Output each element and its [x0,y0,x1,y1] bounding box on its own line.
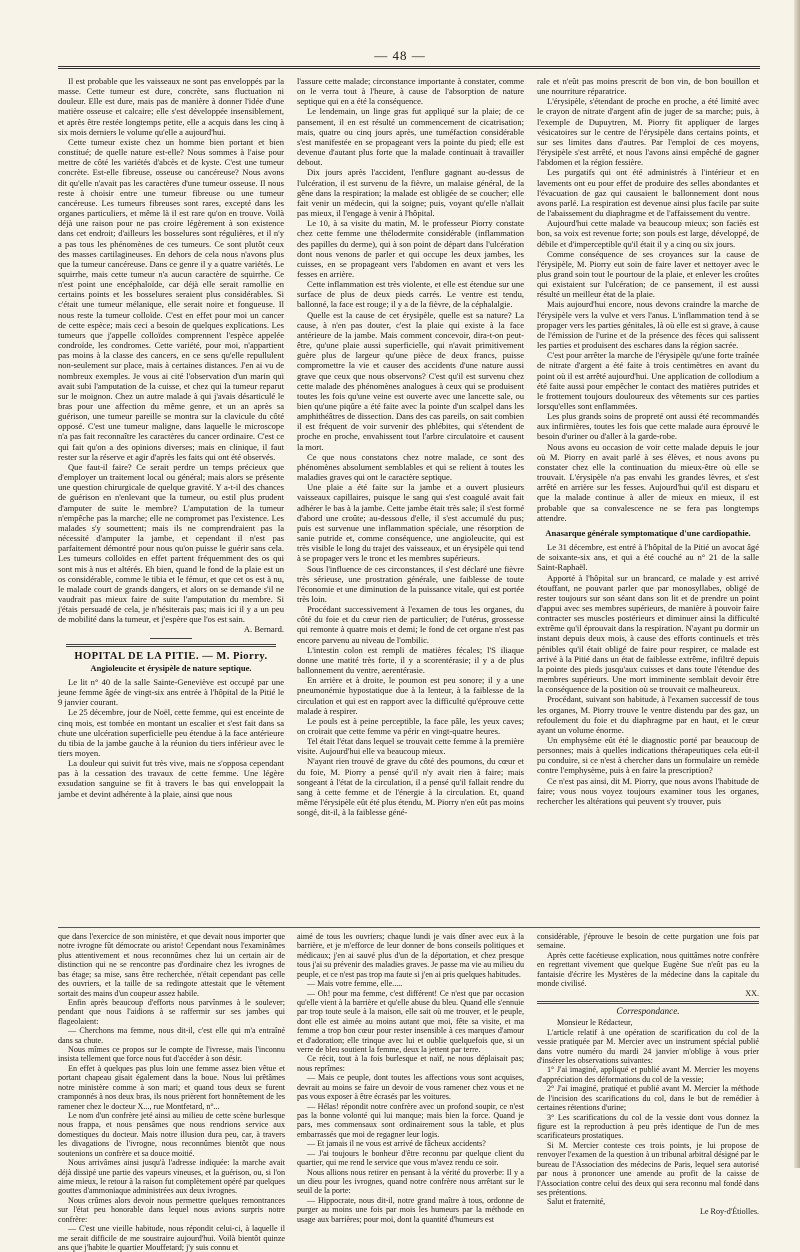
lower3-paragraph: Après cette facétieuse explication, nous quittâmes notre confrère en regrettant vivement que quelque Eugène Sue n'eût pas eu la fantaisie d'écrire les Mystères de la médecine dans la capitale du monde civilisé. [537,950,759,989]
col3-paragraph: Mais aujourd'hui encore, nous devons craindre la marche de l'érysipèle vers la vulve et vers l'anus. L'inflammation tend à se propager vers les parties génitales, là où elle est si grave, à cause de l'émission de l'urine et de la présence des fèces qui salissent les parties et produisent des eschares dans la région sacrée. [537,299,759,351]
lower2-paragraph: Nous allions nous retirer en pensant à la vérité du proverbe: Il y a un dieu pour les ivrognes, quand notre confrère nous arrêtant sur le seuil de la porte: [297,1167,524,1196]
col3-paragraph: Les purgatifs qui ont été administrés à l'intérieur et en lavements ont eu pour effet de produire des selles abondantes et l'évacuation de gaz qui causaient le ballonnement dont nous avons parlé. La respiration est devenue ainsi plus facile par suite de l'abaissement du diaphragme et de l'affaissement du ventre. [537,167,759,219]
col2-paragraph: Cette inflammation est très violente, et elle est étendue sur une surface de plus de deux pieds carrés. Le ventre est tendu, ballonné, la face est rouge; il y a de la fièvre, de la céphalalgie. [297,279,524,310]
lower2-paragraph: aimé de tous les ouvriers; chaque lundi je vais dîner avec eux à la barrière, et je m'efforce de leur donner de bons conseils politiques et médicaux; j'en ai sauvé plus d'un de la déportation, et chez presque tous j'ai su prévenir des maladies graves. Je passe ma vie au milieu du peuple, et ce n'est pas trop ma faute si j'en ai pris quelques habitudes. [297,932,524,979]
col2-paragraph: Tel était l'état dans lequel se trouvait cette femme à la première visite. Aujourd'hui elle va beaucoup mieux. [297,736,524,757]
lower2-paragraph: — Mais ce peuple, dont toutes les affections vous sont acquises, devrait au moins se faire un devoir de vous ramener chez vous et ne pas vous exposer à être écrasés par les voitures. [297,1073,524,1102]
col1-paragraph: Il est probable que les vaisseaux ne sont pas enveloppés par la masse. Cette tumeur est dure, concrète, sans fluctuation ni douleur. Elle est dure, mais pas de manière à donner l'idée d'une matière osseuse et calcaire; elle s'est développée insensiblement, et après être restée longtemps petite, elle a acquis dans les cinq à six mois derniers le volume qu'elle a aujourd'hui. [58,76,284,137]
col3-paragraph: L'érysipèle, s'étendant de proche en proche, a été limité avec le crayon de nitrate d'argent afin de juger de sa marche; puis, à l'exemple de Dupuytren, M. Piorry fit appliquer de larges vésicatoires sur le centre de l'érysipèle dans certains points, et sur ses limites dans d'autres. Par l'emploi de ces moyens, l'érysipèle s'est arrêté, et nous l'avons ainsi empêché de gagner l'abdomen et la région fessière. [537,96,759,168]
col3-paragraph: rale et n'eût pas moins prescrit de bon vin, de bon bouillon et une nourriture réparatrice. [537,76,759,97]
lower-column-2 [297,932,524,1224]
col1-paragraph: Le lit n° 40 de la salle Sainte-Geneviève est occupé par une jeune femme âgée de vingt-six ans entrée à l'hôpital de la Pitié le 9 janvier courant. [58,676,284,708]
col2-paragraph: Le lendemain, un linge gras fut appliqué sur la plaie; de ce pansement, il en est résulté un commencement de cicatrisation; mais, quatre ou cinq jours après, une tuméfaction considérable s'est manifestée en se propageant vers la pointe du pied; elle est devenue d'autant plus forte que la malade continuait à travailler debout. [297,106,524,168]
lower3-paragraph: Si M. Mercier conteste ces trois points, je lui propose de renvoyer l'examen de la question à un tribunal arbitral désigné par le bureau de l'Association des médecins de Paris, lequel sera autorisé par nous à prononcer une amende au profit de la caisse de l'Association contre celui des deux qui sera reconnu mal fondé dans ses prétentions. [537,1140,759,1197]
lower1-paragraph: Nous mîmes ce propos sur le compte de l'ivresse, mais l'inconnu insista tellement que force nous fut d'accéder à son désir. [58,1045,285,1064]
col3-paragraph: C'est pour arrêter la marche de l'érysipèle qu'une forte traînée de nitrate d'argent a été faite à trois centimètres en avant du point où il est arrêté aujourd'hui. Une application de collodium a été faite aussi pour empêcher le contact des matières putrides et le frottement toujours douloureux des vêtements sur ces parties lorsqu'elles sont enflammées. [537,350,759,411]
lower-column-3 [537,932,759,1216]
col1-paragraph: Cette tumeur existe chez un homme bien portant et bien constitué; de quelle nature est-elle? Nous sommes à l'aise pour mettre de côté les variétés d'abcès et de kyste. C'est une tumeur concrète. Est-elle fibreuse, osseuse ou cancéreuse? Nous avons dit qu'elle n'avait pas les caractères d'une tumeur osseuse. Il nous reste à choisir entre une tumeur fibreuse ou une tumeur cancéreuse. Les tumeurs fibreuses sont rares, excepté dans les organes particuliers, et même là il est rare qu'on en trouve. Voilà déjà une raison pour ne pas croire légèrement à son existence dans cet endroit; d'ailleurs les bosselures sont régulières, et il n'y a pas tous les phénomènes de ces tumeurs. Ce sont plutôt ceux des masses cartilagineuses. En dehors de cela nous n'avons plus que la tumeur cancéreuse. Dans ce genre il y a quatre variétés. Le squirrhe, mais cette tumeur n'a aucun caractère de squirrhe. Ce n'est point une encéphaloïde, car déjà elle serait ramollie en certains points et les bosselures seraient plus considérables. Si c'était une tumeur mélanique, elle serait noire et fongueuse. Il nous reste la tumeur colloïde. C'est en effet pour moi un cancer de cette espèce; mais ceci a besoin de quelques explications. Les tumeurs que j'appelle colloïdes comprennent l'espèce appelée condroïde, les condromes. Cette variété, pour moi, n'appartient pas moins à la classe des cancers, en ce sens qu'elle repullulent non-seulement sur place, mais à certaines distances. J'en ai vu de nombreux exemples. Je vous ai cité l'observation d'un marin qui avait subi l'amputation de la cuisse, et chez qui la tumeur reparut sur le moignon. Chez un autre malade à qui j'avais désarticulé le bras pour une affection du même genre, et un an après sa guérison, une tumeur pareille se montra sur la clavicule du côté opposé. C'est une tumeur maligne, dans laquelle le microscope n'a pas fait reconnaître les caractères du cancer ordinaire. C'est ce qui fait qu'on a des opinions diverses; mais en clinique, il faut rester sur la réserve et agir d'après les faits qui ont été observés. [58,136,284,462]
col3-paragraph: Comme conséquence de ses croyances sur la cause de l'érysipèle, M. Piorry eut soin de faire laver et nettoyer avec le plus grand soin tout le pourtour de la plaie, et enlever les croûtes qui existaient sur l'ulcération; de ce pansement, il est aussi résulté un meilleur état de la plaie. [537,248,759,300]
lower2-paragraph: — Oh! pour ma femme, c'est différent! Ce n'est que par occasion qu'elle vient à la barrière et qu'elle abuse du bleu. Quand elle s'ennuie par trop toute seule à la maison, elle sait où me trouver, et le peuple, dont elle est aimée au moins autant que moi, fête sa visite, et ma femme a trop bon cœur pour rester insensible à ces marques d'amour et d'adoration; elle trinque avec lui et oublie quelquefois que, si un verre de bleu soutient la femme, deux la jettent par terre. [297,988,524,1055]
top-double-rule [58,66,760,69]
column-1 [58,76,284,921]
anasarque-heading: Anasarque générale symptomatique d'une cardiopathie. [545,527,751,538]
lower3-paragraph: L'article relatif à une opération de scarification du col de la vessie pratiquée par M. Mercier avec un instrument spécial publié dans votre numéro du mardi 24 janvier m'oblige à vous prier d'insérer les observations suivantes: [537,1027,759,1066]
lower1-paragraph: — C'est une vieille habitude, nous répondit celui-ci, à laquelle il me serait difficile de me soustraire aujourd'hui. Voilà bientôt quinze ans que j'habite le quartier Mouffetard; j'y suis connu et [58,1224,285,1252]
page-edge-shadow [794,0,800,1168]
col3-paragraph: Un emphysème eût été le diagnostic porté par beaucoup de personnes; mais à quelles indications thérapeutiques cela eût-il pu conduire, si ce n'est à chercher dans un formulaire un remède contre l'emphysème, puis à en faire la prescription? [537,735,759,776]
lower1-paragraph: que dans l'exercice de son ministère, et que devait nous importer que notre ivrogne fût démocrate ou aristo! Cependant nous l'examinâmes plus attentivement et nous reconnûmes chez lui un certain air de distinction qui ne se rencontre pas d'ordinaire chez les ivrognes de bas étage; sa mise, sans être recherchée, n'était cependant pas celle des ouvriers, et la taille de sa redingote attestait que le vêtement sortait des mains d'un coupeur assez habile. [58,932,285,998]
lower-column-1 [58,932,285,1252]
hospital-heading: HOPITAL DE LA PITIE. — M. Piorry. [74,650,268,662]
col2-paragraph: N'ayant rien trouvé de grave du côté des poumons, du cœur et du foie, M. Piorry a pensé qu'il n'y avait rien à faire; mais songeant à l'état de la circulation, il a pensé qu'il fallait rendre du sang à cette femme et de l'énergie à la circulation. Et, quand même l'érysipèle eût été plus étendu, M. Piorry n'en eût pas moins songé, dit-il, à la faiblesse géné- [297,756,524,818]
col2-paragraph: Procédant successivement à l'examen de tous les organes, du côté du foie et du cœur rien de particulier; de l'utérus, grossesse qui remonte à quatre mois et demi; le fond de cet organe n'est pas encore parvenu au niveau de l'ombilic. [297,604,524,645]
lower2-paragraph: — J'ai toujours le bonheur d'être reconnu par quelque client du quartier, qui me rend le service que vous m'avez rendu ce soir. [297,1148,524,1168]
col3-paragraph: Aujourd'hui cette malade va beaucoup mieux; son faciès est bon, sa voix est revenue forte; son pouls est large, développé, de débile et d'imperceptible qu'il était il y a cinq ou six jours. [537,218,759,249]
lower3-paragraph: Salut et fraternité, [547,1197,606,1207]
col3-paragraph: Apporté à l'hôpital sur un brancard, ce malade y est arrivé étouffant, ne pouvant parler que par monosyllabes, obligé de rester toujours sur son séant dans son lit et de prendre un point d'appui avec ses membres supérieurs, de manière à pouvoir faire contracter ses muscles postérieurs et diminuer ainsi la difficulté extrême qu'il éprouvait dans la respiration. N'ayant pu dormir un instant depuis deux mois, à cause des efforts continuels et très pénibles qu'il était obligé de faire pour respirer, ce malade est arrivé à la Pitié dans un état de faiblesse extrême, infiltré depuis la pointe des pieds jusqu'aux cuisses et dans toute l'étendue des membres supérieurs. Une mort imminente semblait devoir être la conséquence de la position où se trouvait ce malheureux. [537,572,759,695]
lower3-paragraph: considérable, j'éprouve le besoin de cette purgation une fois par semaine. [537,932,759,951]
lower1-paragraph: Enfin après beaucoup d'efforts nous parvînmes à le soulever; pendant que nous l'aidions à se raffermir sur ses jambes qui flageolaient: [58,997,285,1026]
lower1-paragraph: Nous crûmes alors devoir nous permettre quelques remontrances sur l'état peu honorable dans lequel nous avions surpris notre confrère: [58,1195,285,1224]
col3-paragraph: Procédant, suivant son habitude, à l'examen successif de tous les organes, M. Piorry trouve le ventre distendu par des gaz, un refoulement du foie et du diaphragme par en haut, et le cœur ayant un volume énorme. [537,694,759,735]
lower2-paragraph: — Mais votre femme, elle..... [307,979,403,989]
lower1-paragraph: En effet à quelques pas plus loin une femme assez bien vêtue et portant chapeau gisait également dans la boue. Nous lui prêtâmes notre ministère comme à son mari; et quand tous deux se furent cramponnés à nos deux bras, ils nous prièrent fort honnêtement de les ramener chez le docteur X..., rue Montfetard, n°... [58,1063,285,1111]
lower2-paragraph: — Et jamais il ne vous est arrivé de fâcheux accidents? [307,1139,486,1149]
col2-paragraph: Le pouls est à peine perceptible, la face pâle, les yeux caves; on croirait que cette femme va périr en vingt-quatre heures. [297,715,524,736]
separator-double-rule [66,644,276,647]
correspondance-rule [537,1001,759,1004]
col2-paragraph: Le 10, à sa visite du matin, M. le professeur Piorry constate chez cette femme une thélodermite considérable (inflammation des papilles du derme), qui à son point de départ dans l'ulcération dont nous venons de parler et qui occupe les deux jambes, les cuisses, en se propageant vers l'abdomen en avant et vers les fesses en arrière. [297,218,524,279]
column-2 [297,76,524,921]
lower1-paragraph: — Cherchons ma femme, nous dit-il, c'est elle qui m'a entraîné dans sa chute. [58,1026,285,1045]
col2-paragraph: Une plaie a été faite sur la jambe et a ouvert plusieurs vaisseaux capillaires, puisque le sang qui s'est coagulé avait fait adhérer le bas à la jambe. Cette jambe était très sale; il s'est formé d'abord une croûte; au-dessous d'elle, il s'est accumulé du pus; puis est survenue une inflammation spéciale, une résorption de sanie putride et, comme conséquence, une angioleucite, qui est très visible le long du trajet des vaisseaux, et un érysipèle qui tend à se propager vers le tronc et les membres supérieurs. [297,482,524,564]
col2-paragraph: Sous l'influence de ces circonstances, il s'est déclaré une fièvre très sérieuse, une prostration générale, une faiblesse de toute l'économie et une diminution de la puissance vitale, qui est portée très loin. [297,563,524,604]
col2-paragraph: Dix jours après l'accident, l'enflure gagnant au-dessus de l'ulcération, il est survenu de la fièvre, un malaise général, de la gêne dans la respiration; la malade est obligée de se coucher; elle fait venir un médecin, qui la soigne; puis, voyant qu'elle n'allait pas mieux, il l'engage à venir à l'hôpital. [297,167,524,219]
lower1-paragraph: Le nom d'un confrère jeté ainsi au milieu de cette scène burlesque nous frappa, et nous pensâmes que nous rendrions service aux domestiques du docteur. Mais notre illusion dura peu, car, à travers les divagations de l'ivrogne, nous reconnûmes bientôt que nous soutenions un confrère et sa douce moitié. [58,1111,285,1158]
signature-xx: XX. [745,988,759,998]
salutation: Monsieur le Rédacteur, [557,1018,633,1028]
col2-paragraph: Quelle est la cause de cet érysipèle, quelle est sa nature? La cause, à n'en pas douter, c'est la plaie qui existe à la face antérieure de la jambe. Mais comment concevoir, dira-t-on peut-être, qu'une plaie aussi superficielle, qui n'avait primitivement guère plus de largeur qu'une pièce de deux francs, puisse compromettre la vie et causer des accidents d'une nature aussi grave que ceux que nous observons? C'est qu'il est survenu chez cette malade des phénomènes analogues à ceux qui se produisent toutes les fois qu'une veine est ouverte avec une lancette sale, ou bien qu'une piqûre a été faite avec la pointe d'un scalpel dans les amphithéâtres de dissection. Dans des cas pareils, on sait combien il est fréquent de voir survenir des phlébites, qui s'étendent de proche en proche, envahissent tout l'arbre circulatoire et causent la mort. [297,309,524,452]
lower3-paragraph: 1° J'ai imaginé, appliqué et publié avant M. Mercier les moyens d'appréciation des déformations du col de la vessie; [537,1065,759,1084]
lower2-paragraph: — Hélas! répondit notre confrère avec un profond soupir, ce n'est pas la bonne volonté qui lui manque; mais bien la force. Quand je pars, mes commensaux sont ordinairement sous la table, et plus embarrassés que moi de regagner leur logis. [297,1101,524,1139]
col3-paragraph: Ce n'est pas ainsi, dit M. Piorry, que nous avons l'habitude de faire; vous nous voyez toujours examiner tous les organes, rechercher les altérations qui peuvent s'y trouver, puis [537,775,759,806]
col1-paragraph: La douleur qui suivit fut très vive, mais ne s'opposa cependant pas à la cessation des travaux de cette femme. Une légère exsudation sanguine se fit à travers le bas qui enveloppait la jambe et devint adhérente à la plaie, ainsi que nous [58,758,284,799]
column-3 [537,76,759,921]
col2-paragraph: En arrière et à droite, le poumon est peu sonore; il y a une pneumonémie hypostatique due à la lenteur, à la faiblesse de la circulation et qui est en rapport avec la difficulté qu'éprouve cette malade à respirer. [297,675,524,716]
lower2-paragraph: — Hippocrate, nous dit-il, notre grand maître à tous, ordonne de purger au moins une fois par mois les humeurs par la méthode en usage aux barrières; pour moi, dont la quantité d'humeurs est [297,1195,524,1224]
signature-bernard: A. Bernard. [243,624,284,635]
correspondance-heading: Correspondance. [616,1005,680,1016]
feuilleton-separator [58,927,760,928]
col1-paragraph: Le 25 décembre, jour de Noël, cette femme, qui est enceinte de cinq mois, est tombée en montant un escalier et s'est fait dans sa chute une ulcération superficielle peu étendue à la face antérieure du tibia de la jambe gauche à la réunion du tiers inférieur avec le tiers moyen. [58,707,284,758]
signature-letter: Le Roy-d'Étiolles. [699,1206,759,1216]
lower3-paragraph: 3° Les scarifications du col de la vessie dont vous donnez la figure est la reproduction à peu près identique de l'un de mes scarificateurs prostatiques. [537,1112,759,1141]
lower2-paragraph: Ce récit, tout à la fois burlesque et naïf, ne nous déplaisait pas; nous reprîmes: [297,1054,524,1073]
col3-paragraph: Le 31 décembre, est entré à l'hôpital de la Pitié un avocat âgé de soixante-six ans, et qui a été couché au n° 21 de la salle Saint-Raphaël. [537,542,759,573]
col3-paragraph: Les plus grands soins de propreté ont aussi été recommandés aux infirmières, toutes les fois que cette malade aura éprouvé le besoin d'uriner ou d'aller à la garde-robe. [537,411,759,442]
col3-paragraph: Nous avons eu occasion de voir cette malade depuis le jour où M. Piorry en avait parlé à ses élèves, et nous avons pu constater chez elle la continuation du mieux-être où elle se trouvait. L'érysipèle n'a pas envahi les grandes lèvres, et s'est arrêté en arrière sur les fesses. Aujourd'hui qu'il est disparu et que la malade continue à aller de mieux en mieux, il est probable que sa convalescence ne se fera pas longtemps attendre. [537,441,759,523]
col2-paragraph: L'intestin colon est rempli de matières fécales; l'S iliaque donne une matité très forte, il y a scorentérasie; il y a de plus ballonnement du ventre, aerentérasie. [297,644,524,676]
col2-paragraph: l'assure cette malade; circonstance importante à constater, comme on le verra tout à l'heure, à cause de l'absorption de nature septique qui en a été la conséquence. [297,76,524,107]
separator-rule [150,638,192,639]
lower1-paragraph: Nous arrivâmes ainsi jusqu'à l'adresse indiquée: la marche avait déjà dissipé une partie des vapeurs vineuses, et la guérison, ou, si l'on aime mieux, le retour à la raison fut complètement opéré par quelques gouttes d'ammoniaque administrées aux deux ivrognes. [58,1158,285,1196]
hospital-subheading: Angioleucite et érysipèle de nature septique. [90,662,252,673]
page-number: — 48 — [374,48,426,63]
col2-paragraph: Ce que nous constatons chez notre malade, ce sont des phénomènes absolument semblables et qui se relient à toutes les maladies graves qui ont le caractère septique. [297,451,524,483]
lower3-paragraph: 2° J'ai imaginé, pratiqué et publié avant M. Mercier la méthode de l'incision des scarifications du col, dans le but de remédier à certaines rétentions d'urine; [537,1084,759,1113]
col1-paragraph: Que faut-il faire? Ce serait perdre un temps précieux que d'employer un traitement local ou général; mais alors se présente une question chirurgicale de quelque gravité. Y a-t-il des chances de guérison en n'enlevant que la tumeur, ou estil plus prudent d'amputer de suite le membre? L'amputation de la tumeur n'empêche pas la marche; elle ne compromet pas l'existence. Les malades s'y soumettent; mais ils ne comprendraient pas la nécessité d'amputer la jambe, et cependant il n'est pas parfaitement démontré pour nous qu'on puisse le guérir sans cela. Les tumeurs colloïdes en effet partent fréquemment des os qui sont mis à nus et altérés. Eh bien, quand le fond de la plaie est un os considérable, comme le tibia et le fémur, et que cet os est à nu, le malade court de grands dangers, et alors on se demande s'il ne vaudrait pas mieux faire de suite l'amputation du membre. Si j'étais persuadé de cela, je n'hésiterais pas; mais ici il y a un peu de mobilité dans la tumeur, et j'espère que l'os est sain. [58,461,284,625]
